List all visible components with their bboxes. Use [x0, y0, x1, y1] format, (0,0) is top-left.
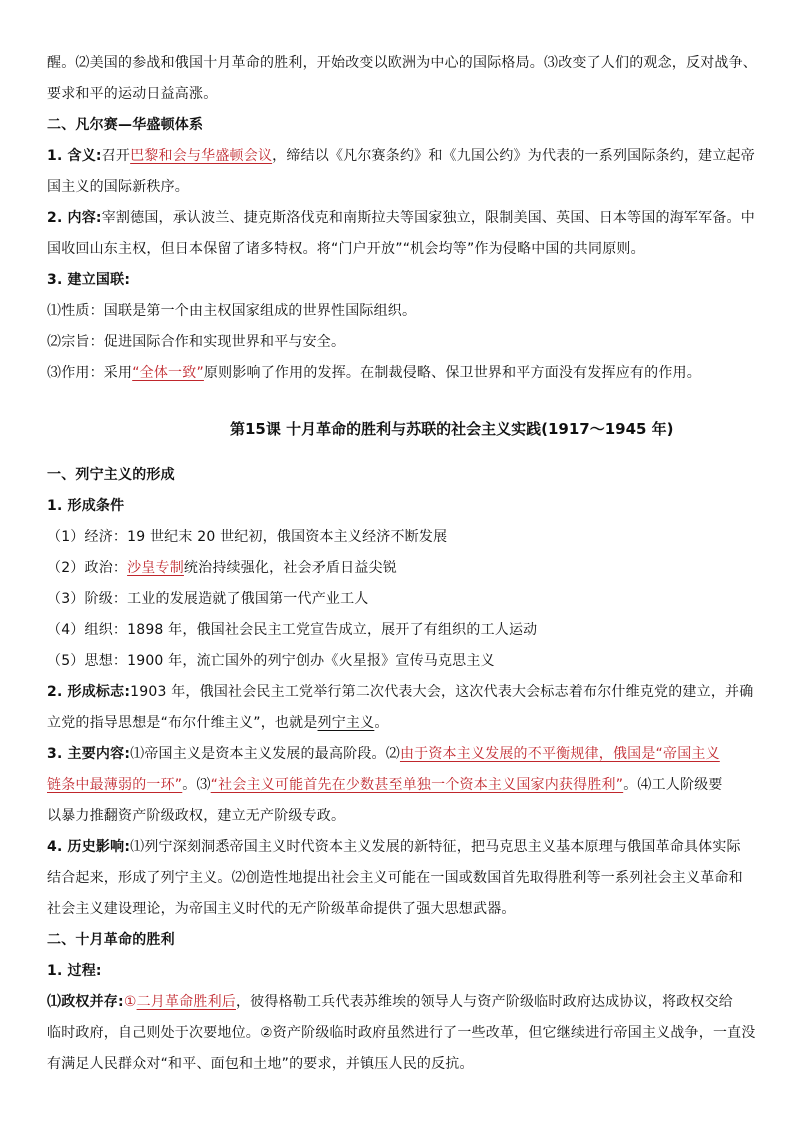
league-purpose: ⑵宗旨：促进国际合作和实现世界和平与安全。 — [47, 334, 346, 350]
main-content-p3: 。⑷工人阶级要 — [623, 777, 723, 793]
history-impact-line-1 — [47, 832, 767, 863]
league-effect — [47, 358, 767, 389]
vw-content-line-1 — [47, 203, 767, 234]
formation-mark-pre: 立党的指导思想是“布尔什维主义”，也就是 — [47, 715, 318, 731]
condition-politics-post: 统治持续强化，社会矛盾日益尖锐 — [183, 560, 397, 576]
vw-meaning-post: ，缔结以《凡尔赛条约》和《九国公约》为代表的一系列国际条约，建立起帝 — [272, 148, 755, 164]
vw-content-text-1: 宰割德国，承认波兰、捷克斯洛伐克和南斯拉夫等国家独立，限制美国、英国、日本等国的海军军备。中 — [101, 210, 755, 226]
vw-meaning-line-1 — [47, 141, 767, 172]
main-content-line-1 — [47, 739, 767, 770]
formation-mark-line-2 — [47, 708, 767, 739]
vw-meaning-line-2: 国主义的国际新秩序。 — [47, 179, 189, 195]
vw-meaning-highlight: 巴黎和会与华盛顿会议 — [130, 148, 273, 164]
formation-mark-line-1 — [47, 677, 767, 708]
main-content-label: 3. 主要内容: — [47, 746, 131, 762]
main-content-line-3: 以暴力推翻资产阶级政权，建立无产阶级专政。 — [47, 808, 346, 824]
dual-power-highlight: 二月革命胜利后 — [136, 994, 236, 1010]
league-label: 3. 建立国联: — [47, 272, 131, 288]
process-label: 1. 过程: — [47, 963, 102, 979]
condition-politics — [47, 553, 767, 584]
history-impact-text-1: ⑴列宁深刻洞悉帝国主义时代资本主义发展的新特征，把马克思主义基本原理与俄国革命具体实际 — [130, 839, 741, 855]
document-page — [47, 48, 767, 1080]
league-effect-highlight: “全体一致” — [132, 365, 204, 381]
history-impact-line-3: 社会主义建设理论，为帝国主义时代的无产阶级革命提供了强大思想武器。 — [47, 901, 516, 917]
dual-power-line-3: 有满足人民群众对“和平、面包和土地”的要求，并镇压人民的反抗。 — [47, 1056, 474, 1072]
s1-title: 一、列宁主义的形成 — [47, 467, 175, 483]
history-impact-label: 4. 历史影响: — [47, 839, 131, 855]
league-nature: ⑴性质：国联是第一个由主权国家组成的世界性国际组织。 — [47, 303, 417, 319]
formation-mark-highlight: 列宁主义 — [317, 715, 375, 731]
intro-line-2: 要求和平的运动日益高涨。 — [47, 86, 218, 102]
condition-economy: （1）经济：19 世纪末 20 世纪初，俄国资本主义经济不断发展 — [47, 529, 448, 545]
league-effect-pre: ⑶作用：采用 — [47, 365, 133, 381]
main-content-p1: ⑴帝国主义是资本主义发展的最高阶段。⑵ — [130, 746, 400, 762]
history-impact-line-2: 结合起来，形成了列宁主义。⑵创造性地提出社会主义可能在一国或数国首先取得胜利等一系列社会主义革命和 — [47, 870, 743, 886]
main-content-highlight-1: 由于资本主义发展的不平衡规律，俄国是“帝国主义 — [399, 746, 720, 762]
dual-power-label: ⑴政权并存: — [47, 994, 124, 1010]
league-effect-post: 原则影响了作用的发挥。在制裁侵略、保卫世界和平方面没有发挥应有的作用。 — [203, 365, 701, 381]
main-content-line-2 — [47, 770, 767, 801]
intro-line-1: 醒。⑵美国的参战和俄国十月革命的胜利，开始改变以欧洲为中心的国际格局。⑶改变了人们的观念，反对战争、 — [47, 55, 757, 71]
lesson-title: 第15课 十月革命的胜利与苏联的社会主义实践(1917～1945 年) — [230, 420, 674, 438]
vw-content-label: 2. 内容: — [47, 210, 102, 226]
conditions-label: 1. 形成条件 — [47, 498, 125, 514]
vw-content-line-2: 国收回山东主权，但日本保留了诸多特权。将“门户开放”“机会均等”作为侵略中国的共同原则。 — [47, 241, 645, 257]
vw-meaning-label: 1. 含义: — [47, 148, 102, 164]
condition-ideology: （5）思想：1900 年，流亡国外的列宁创办《火星报》宣传马克思主义 — [47, 653, 495, 669]
main-content-highlight-2: 链条中最薄弱的一环” — [47, 777, 183, 793]
section-title-versailles-washington: 二、凡尔赛—华盛顿体系 — [47, 117, 204, 133]
dual-power-pre: ① — [123, 994, 137, 1010]
formation-mark-label: 2. 形成标志: — [47, 684, 131, 700]
formation-mark-post: 。 — [374, 715, 389, 731]
condition-organization: （4）组织：1898 年，俄国社会民主工党宣告成立，展开了有组织的工人运动 — [47, 622, 538, 638]
vw-meaning-pre: 召开 — [101, 148, 131, 164]
dual-power-line-1 — [47, 987, 767, 1018]
main-content-p2: 。⑶ — [182, 777, 211, 793]
condition-politics-highlight: 沙皇专制 — [127, 560, 184, 576]
formation-mark-text-1: 1903 年，俄国社会民主工党举行第二次代表大会，这次代表大会标志着布尔什维克党的建立，并确 — [130, 684, 754, 700]
condition-class: （3）阶级：工业的发展造就了俄国第一代产业工人 — [47, 591, 369, 607]
dual-power-post: ，彼得格勒工兵代表苏维埃的领导人与资产阶级临时政府达成协议，将政权交给 — [235, 994, 733, 1010]
condition-politics-pre: （2）政治： — [47, 560, 128, 576]
main-content-highlight-3: “社会主义可能首先在少数甚至单独一个资本主义国家内获得胜利” — [210, 777, 624, 793]
s2-title: 二、十月革命的胜利 — [47, 932, 175, 948]
dual-power-line-2: 临时政府，自己则处于次要地位。②资产阶级临时政府虽然进行了一些改革，但它继续进行帝国主义战争，一直没 — [47, 1025, 756, 1041]
